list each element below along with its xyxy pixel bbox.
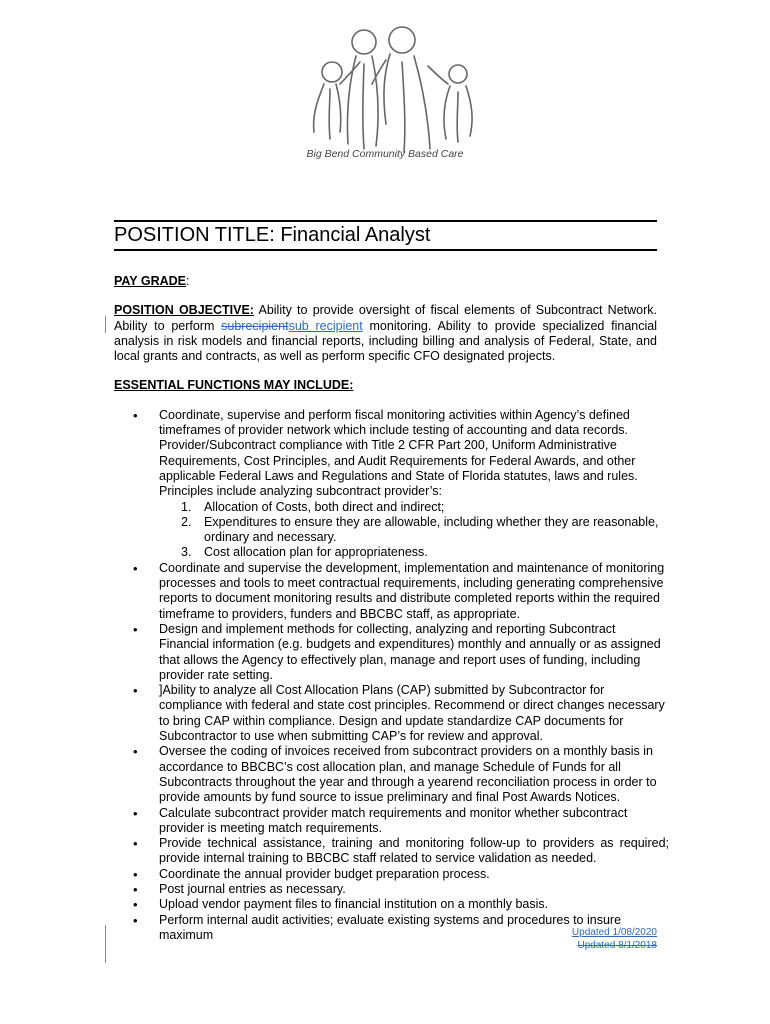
footer-change-bar: [105, 925, 106, 963]
sub-item-text: Allocation of Costs, both direct and indirect;: [204, 499, 445, 514]
sub-item: [159, 515, 665, 546]
pay-grade: [114, 274, 657, 289]
revision-change-bar: [105, 316, 106, 333]
page-title: POSITION TITLE: Financial Analyst: [114, 224, 431, 246]
sub-item-number: 2.: [181, 514, 192, 529]
function-item: • Provide technical assistance, training and monitoring follow-up to providers as required; provide internal training to BBCBC staff related to service validation as needed.: [114, 836, 669, 867]
sub-item-text: Cost allocation plan for appropriateness.: [204, 545, 428, 560]
document-body: [114, 274, 669, 943]
pay-grade-label: PAY GRADE: [114, 274, 187, 288]
function-item: • Perform internal audit activities; evaluate existing systems and procedures to insure maximum: [114, 913, 669, 944]
function-item: • Post journal entries as necessary.: [114, 882, 665, 897]
deleted-text: subrecipient: [221, 318, 289, 333]
function-item: [114, 408, 665, 561]
footer-updated-deleted: Updated 8/1/2018: [577, 939, 657, 951]
functions-list: [114, 407, 669, 943]
function-item: • Upload vendor payment files to financial institution on a monthly basis.: [114, 897, 665, 912]
position-objective: [114, 303, 657, 364]
logo-caption: Big Bend Community Based Care: [306, 148, 464, 160]
family-logo: [290, 14, 490, 164]
sub-list: [159, 500, 665, 561]
revision-footer: [572, 927, 657, 952]
function-item: • ]Ability to analyze all Cost Allocation Plans (CAP) submitted by Subcontractor for compliance with federal and state cost principles. Recommend or direct changes necessary to bring CAP within compliance. Design and update standardize CAP documents for Subcontractor to use when submitting CAP’s for review and approval.: [114, 683, 665, 744]
functions-heading: ESSENTIAL FUNCTIONS MAY INCLUDE:: [114, 378, 354, 393]
title-rule-top: [114, 220, 657, 222]
function-item: • Calculate subcontract provider match requirements and monitor whether subcontract provider is meeting match requirements.: [114, 806, 669, 837]
inserted-text: sub recipient: [288, 318, 363, 333]
title-rule-bottom: [114, 249, 657, 251]
sub-item: [159, 500, 665, 515]
function-item: • Oversee the coding of invoices received from subcontract providers on a monthly basis in accordance to BBCBC’s cost allocation plan, and manage Schedule of Funds for all Subcontracts throughout the year and through a yearend reconciliation process in order to provide amounts by fund source to issue preliminary and final Post Awards Notices.: [114, 744, 665, 805]
pay-grade-suffix: :: [186, 274, 190, 288]
function-item: • Design and implement methods for collecting, analyzing and reporting Subcontract Financial information (e.g. budgets and expenditures) monthly and annually or as assigned that allows the Agency to effectively plan, manage and report uses of funding, including provider rate setting.: [114, 622, 665, 683]
function-item: • Coordinate the annual provider budget preparation process.: [114, 867, 665, 882]
footer-updated-inserted: Updated 1/08/2020: [571, 927, 657, 938]
function-item: • Coordinate and supervise the development, implementation and maintenance of monitoring processes and tools to meet contractual requirements, including generating comprehensive reports to document monitoring results and distribute completed reports within the required timeframe to providers, funders and BBCBC staff, as appropriate.: [114, 561, 665, 622]
sub-item-number: 1.: [181, 499, 192, 514]
function-item-text: Coordinate, supervise and perform fiscal monitoring activities within Agency’s defined timeframes of provider network which include testing of accounting and data records. Provider/Subcontract compliance with Title 2 CFR Part 200, Uniform Administrative Requirements, Cost Principles, and Audit Requirements for Federal Awards, and other applicable Federal Laws and Regulations and State of Florida statutes, laws and rules. Principles include analyzing subcontract provider’s:: [159, 407, 638, 499]
objective-label: POSITION OBJECTIVE:: [114, 303, 254, 318]
sub-item-text: Expenditures to ensure they are allowable, including whether they are reasonable, ordinary and necessary.: [204, 514, 659, 545]
sub-item-number: 3.: [181, 545, 192, 560]
objective-text-1: Ability to provide oversight of fiscal elements of Subcontract Network. Ability to perform: [114, 303, 657, 333]
objective-text-2: monitoring. Ability to provide specialized financial analysis in risk models and financial reports, including billing and analysis of Federal, State, and local grants and contracts, as well as perform specific CFO designated projects.: [114, 318, 658, 364]
sub-item: [159, 545, 665, 560]
